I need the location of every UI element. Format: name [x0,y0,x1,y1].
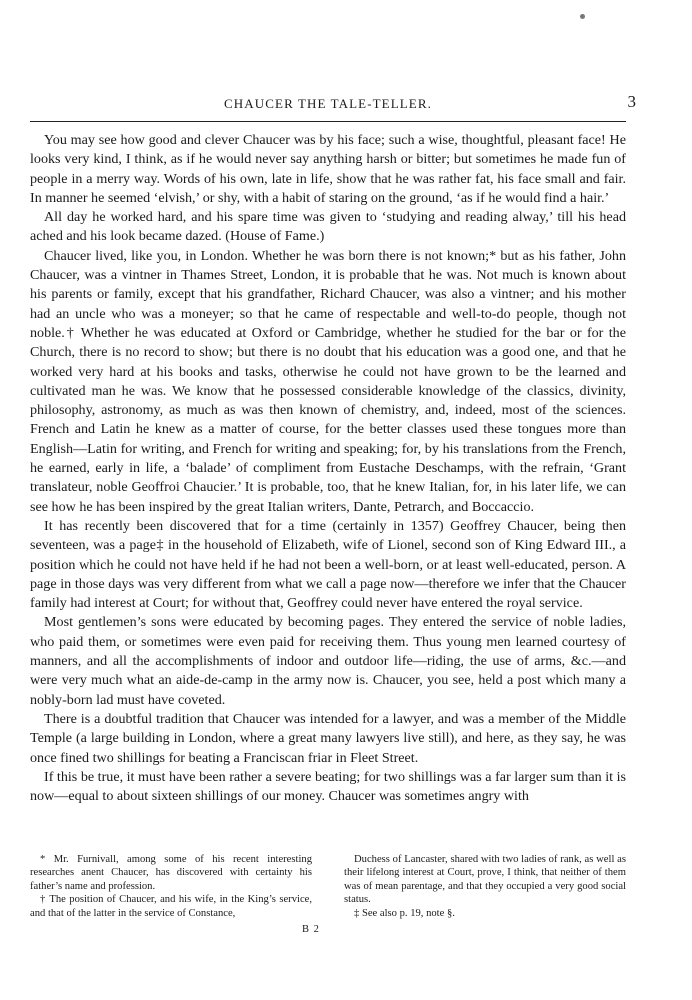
footnote: † The position of Chaucer, and his wife, in the King’s service, and that of the latter in the service of Constance, [30,894,312,919]
footnotes [30,853,626,920]
paragraph: Chaucer lived, like you, in London. Whether he was born there is not known;* but as his father, John Chaucer, was a vintner in Thames Street, London, it is probable that he was. Not much is known about his parents or family, except that his grandfather, Richard Chaucer, was also a vintner; and his mother had an uncle who was a moneyer; so that he came of respectable and well-to-do people, though not noble.† Whether he was educated at Oxford or Cambridge, whether he studied for the bar or for the Church, there is no record to show; but there is no doubt that his education was a good one, and that he worked very hard at his books and tasks, otherwise he could not have grown to be the learned and cultivated man he was. We know that he possessed considerable knowledge of the classics, divinity, philosophy, astronomy, as much as was then known of chemistry, and, indeed, most of the sciences. French and Latin he knew as a matter of course, for the better classes used these tongues more than English—Latin for writing, and French for writing and speaking; for, by his translations from the French, he earned, early in life, a ‘balade’ of compliment from Eustache Deschamps, with the refrain, ‘Grant translateur, noble Geoffroi Chaucier.’ It is probable, too, that he knew Italian, for, in his later life, we can see how he has been inspired by the great Italian writers, Dante, Petrarch, and Boccaccio. [30,247,626,515]
running-title: CHAUCER THE TALE-TELLER. [224,96,432,111]
ink-speck [580,14,585,19]
footnotes-right-column [344,853,626,920]
paragraph: There is a doubtful tradition that Chaucer was intended for a lawyer, and was a member of the Middle Temple (a large building in London, where a great many lawyers live still), and here, as they say, he was once fined two shillings for beating a Franciscan friar in Fleet Street. [30,710,626,766]
signature-mark: B 2 [302,924,320,935]
paragraph: If this be true, it must have been rather a severe beating; for two shillings was a far larger sum than it is now—equal to about sixteen shillings of our money. Chaucer was sometimes angry with [30,768,626,805]
footnote: * Mr. Furnivall, among some of his recent interesting researches anent Chaucer, has discovered with certainty his father’s name and profession. [30,854,312,892]
footnotes-left-column [30,853,312,920]
paragraph: Most gentlemen’s sons were educated by becoming pages. They entered the service of noble ladies, who paid them, or sometimes were even paid for receiving them. Thus young men learned courtesy of manners, and all the accomplishments of indoor and outdoor life—riding, the use of arms, &c.—and were very much what an aide-de-camp in the army now is. Chaucer, you see, held a post which many a nobly-born lad must have coveted. [30,614,626,708]
paragraph: All day he worked hard, and his spare time was given to ‘studying and reading alway,’ till his head ached and his look became dazed. (House of Fame.) [30,209,626,245]
paragraph: You may see how good and clever Chaucer was by his face; such a wise, thoughtful, pleasant face! He looks very kind, I think, as if he would never say anything harsh or bitter; but sometimes he made fun of people in a merry way. Words of his own, late in life, show that he was rather fat, his face small and fair. In manner he seemed ‘elvish,’ or shy, with a habit of staring on the ground, ‘as if he would find a hair.’ [30,132,626,206]
footnote: ‡ See also p. 19, note §. [354,907,455,919]
page-number: 3 [627,92,636,111]
page-header [28,92,636,116]
paragraph: It has recently been discovered that for a time (certainly in 1357) Geoffrey Chaucer, being then seventeen, was a page‡ in the household of Elizabeth, wife of Lionel, second son of King Edward III., a position which he could not have held if he had not been a well-born, or at least well-educated, person. A page in those days was very different from what we call a page now—therefore we infer that the Chaucer family had interest at Court; for without that, Geoffrey could never have entered the royal service. [30,517,626,612]
body-text [30,131,626,806]
header-rule [30,121,626,122]
footnote: Duchess of Lancaster, shared with two ladies of rank, as well as their lifelong interest at Court, prove, I think, that neither of them was of mean parentage, and that they occupied a very good social status. [344,854,626,906]
